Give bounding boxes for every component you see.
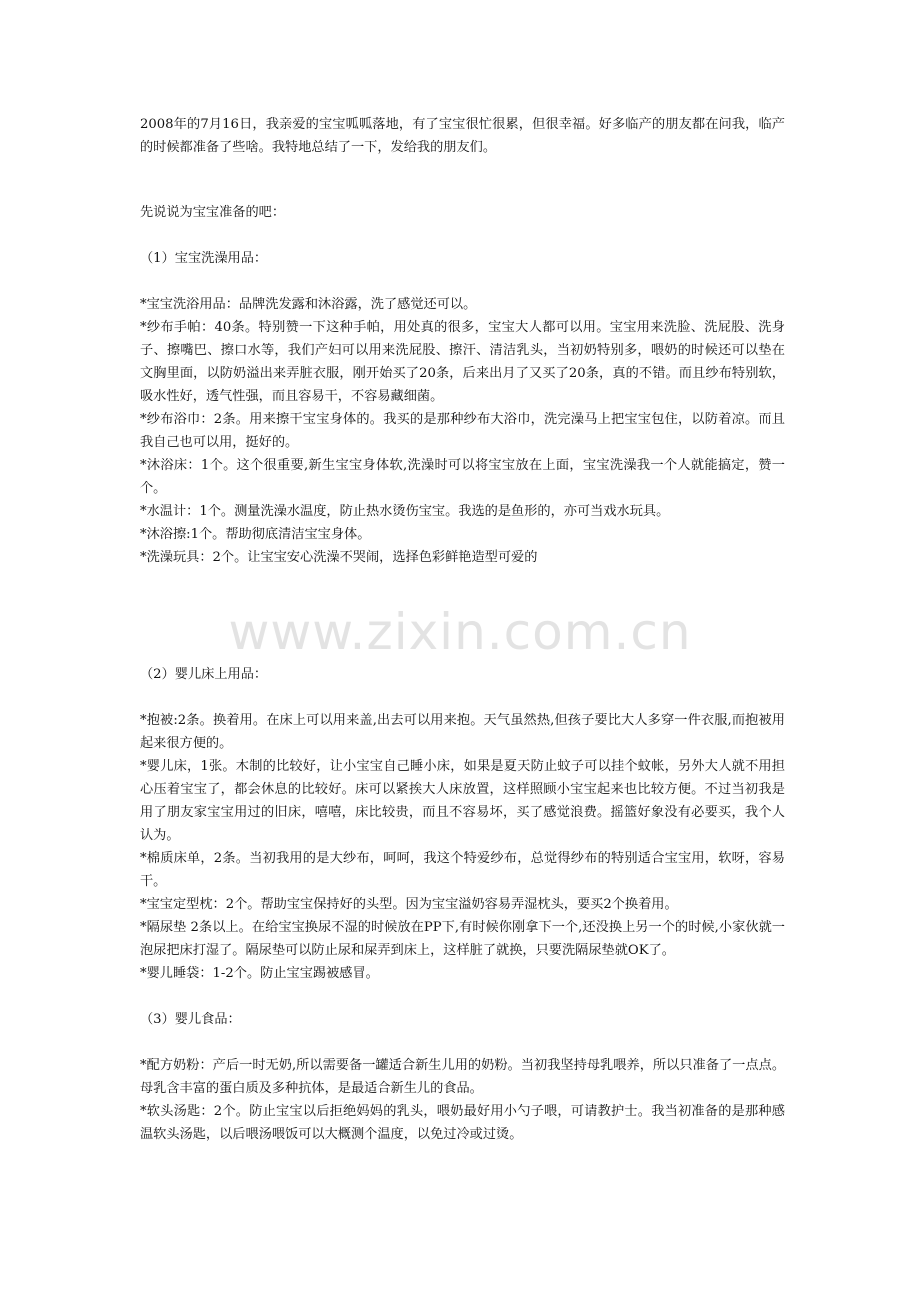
list-item: *沐浴擦:1个。帮助彻底清洁宝宝身体。 [140,527,371,542]
list-item: *宝宝定型枕：2个。帮助宝宝保持好的头型。因为宝宝溢奶容易弄湿枕头，要买2个换着用。 [140,897,678,912]
list-item: *洗澡玩具：2个。让宝宝安心洗澡不哭闹，选择色彩鲜艳造型可爱的 [140,550,538,565]
list-item: *抱被:2条。换着用。在床上可以用来盖,出去可以用来抱。天气虽然热,但孩子要比大人多穿一件衣服,而抱被用起来很方便的。 [140,713,785,751]
list-item: *宝宝洗浴用品：品牌洗发露和沐浴露，洗了感觉还可以。 [140,297,477,312]
section-heading: （2）婴儿床上用品： [140,667,268,682]
list-item: *婴儿床，1张。木制的比较好，让小宝宝自己睡小床，如果是夏天防止蚊子可以挂个蚊帐，另外大人就不用担心压着宝宝了，都会休息的比较好。床可以紧挨大人床放置，这样照顾小宝宝起来也比较方便。不过当初我是用了朋友家宝宝用过的旧床，嘻嘻，床比较贵，而且不容易坏，买了感觉浪费。摇篮好象没有必要买，我个人认为。 [140,759,785,843]
list-item: *纱布浴巾：2条。用来擦干宝宝身体的。我买的是那种纱布大浴巾，洗完澡马上把宝宝包住，以防着凉。而且我自己也可以用，挺好的。 [140,412,785,450]
document-body [140,113,785,1146]
list-item: *水温计：1个。测量洗澡水温度，防止热水烫伤宝宝。我选的是鱼形的，亦可当戏水玩具。 [140,504,670,519]
list-item: *软头汤匙：2个。防止宝宝以后拒绝妈妈的乳头，喂奶最好用小勺子喂，可请教护士。我当初准备的是那种感温软头汤匙，以后喂汤喂饭可以大概测个温度，以免过冷或过烫。 [140,1104,785,1142]
lead-line: 先说说为宝宝准备的吧： [140,205,286,220]
section-heading: （3）婴儿食品： [140,1012,241,1027]
section-bath [140,247,785,569]
list-item: *纱布手帕：40条。特别赞一下这种手帕，用处真的很多，宝宝大人都可以用。宝宝用来洗脸、洗屁股、洗身子、擦嘴巴、擦口水等，我们产妇可以用来洗屁股、擦汗、清洁乳头，当初奶特别多，喂奶的时候还可以垫在文胸里面，以防奶溢出来弄脏衣服，刚开始买了20条，后来出月了又买了20条，真的不错。而且纱布特别软，吸水性好，透气性强，而且容易干，不容易藏细菌。 [140,320,785,404]
list-item: *隔尿垫 2条以上。在给宝宝换尿不湿的时候放在PP下,有时候你刚拿下一个,还没换上另一个的时候,小家伙就一泡尿把床打湿了。隔尿垫可以防止尿和屎弄到床上，这样脏了就换，只要洗隔尿垫就OK了。 [140,920,785,958]
section-bedding [140,663,785,985]
section-food [140,1008,785,1146]
intro-paragraph: 2008年的7月16日，我亲爱的宝宝呱呱落地，有了宝宝很忙很累，但很幸福。好多临产的朋友都在问我，临产的时候都准备了些啥。我特地总结了一下，发给我的朋友们。 [140,117,785,155]
list-item: *配方奶粉：产后一时无奶,所以需要备一罐适合新生儿用的奶粉。当初我坚持母乳喂养，所以只准备了一点点。母乳含丰富的蛋白质及多种抗体，是最适合新生儿的食品。 [140,1058,785,1096]
list-item: *婴儿睡袋：1-2个。防止宝宝踢被感冒。 [140,966,379,981]
list-item: *棉质床单，2条。当初我用的是大纱布，呵呵，我这个特爱纱布，总觉得纱布的特别适合宝宝用，软呀，容易干。 [140,851,785,889]
list-item: *沐浴床：1个。这个很重要,新生宝宝身体软,洗澡时可以将宝宝放在上面，宝宝洗澡我一个人就能搞定，赞一个。 [140,458,785,496]
section-heading: （1）宝宝洗澡用品： [140,251,268,266]
watermark: www.zixin.com.cn [228,603,692,661]
